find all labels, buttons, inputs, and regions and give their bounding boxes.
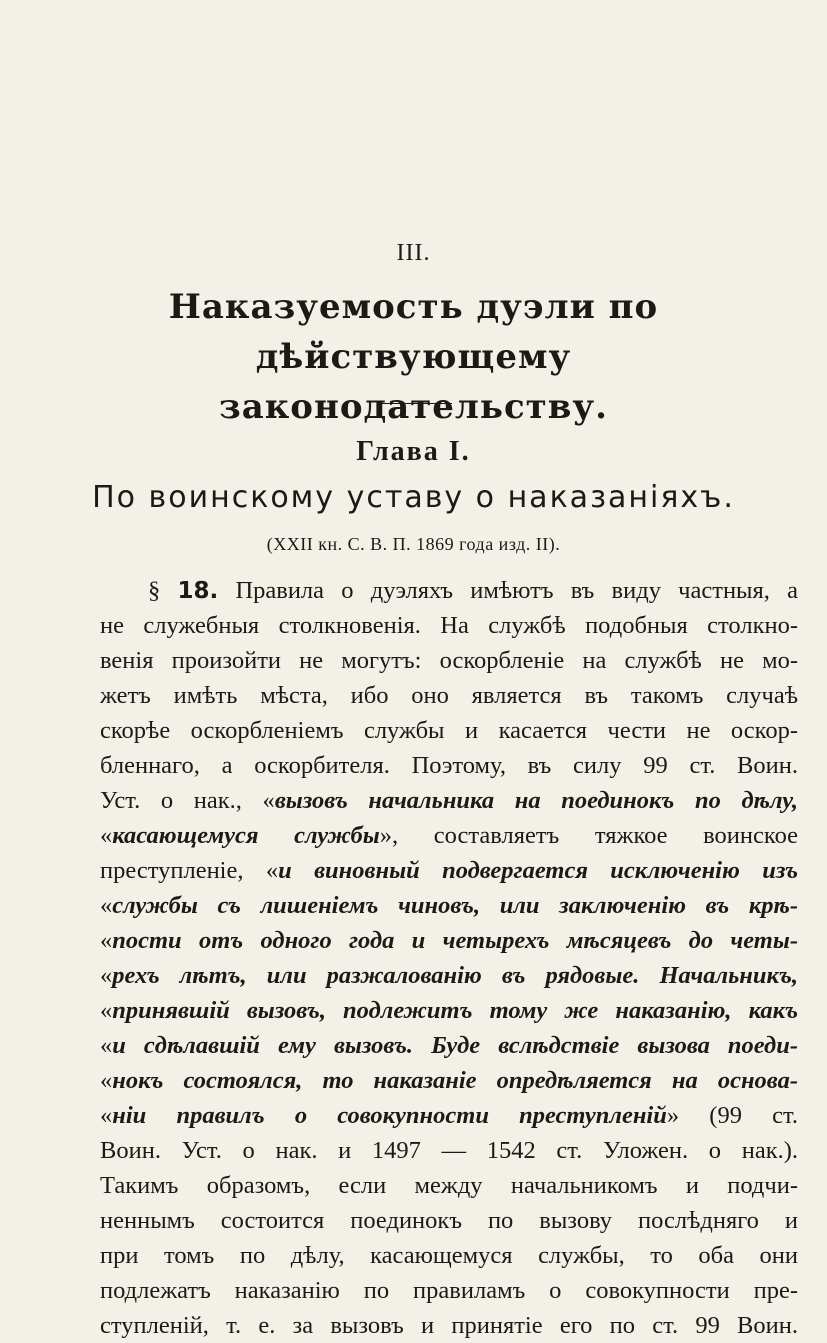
quoted-italic-text: и сдѣлавшій ему вызовъ. Буде вслѣдствіе вызова поеди- <box>112 1032 798 1059</box>
text-line <box>100 783 798 818</box>
section-title-line-2: законодательству. <box>219 387 608 427</box>
body-text-run: « <box>100 962 113 989</box>
body-text-run: скорѣе оскорбленіемъ службы и касается чести не оскор- <box>100 717 798 744</box>
body-text-run: » (99 ст. <box>666 1102 799 1129</box>
body-text-run: при томъ по дѣлу, касающемуся службы, то оба они <box>100 1242 798 1269</box>
text-line <box>100 1203 798 1238</box>
text-line <box>100 1098 798 1133</box>
text-line <box>100 1238 798 1273</box>
body-text-run: Правила о дуэляхъ имѣютъ въ виду частныя, а <box>235 577 798 604</box>
body-text-run: « <box>100 927 113 954</box>
chapter-heading: Глава I. <box>356 436 471 467</box>
text-line <box>100 993 798 1028</box>
quoted-italic-text: принявшій вызовъ, подлежитъ тому же наказанію, какъ <box>112 997 798 1024</box>
text-line <box>100 678 798 713</box>
text-line <box>100 1168 798 1203</box>
text-line <box>100 1133 798 1168</box>
text-line <box>100 643 798 678</box>
section-title <box>60 282 767 432</box>
text-line <box>100 573 798 608</box>
paragraph-number: 18. <box>177 578 219 604</box>
text-line <box>100 1063 798 1098</box>
text-line <box>100 608 798 643</box>
section-title-line-1: Наказуемость дуэли по дѣйствующему <box>168 287 659 377</box>
text-line <box>100 958 798 993</box>
quoted-italic-text: нокъ состоялся, то наказаніе опредѣляется на основа- <box>112 1067 798 1094</box>
text-line <box>100 748 798 783</box>
text-line <box>100 1028 798 1063</box>
text-line <box>100 923 798 958</box>
body-text-run: венія произойти не могутъ: оскорбленіе на службѣ не мо- <box>100 647 798 674</box>
quoted-italic-text: и виновный подвергается исключенію изъ <box>278 857 799 884</box>
body-text-run: Такимъ образомъ, если между начальникомъ и подчи- <box>100 1172 798 1199</box>
paragraph-mark: § <box>148 577 161 604</box>
quoted-italic-text: касающемуся службы <box>112 822 380 849</box>
body-text-run: « <box>100 1102 113 1129</box>
body-text-run: Уст. о нак., « <box>100 787 275 814</box>
text-line <box>100 713 798 748</box>
quoted-italic-text: рехъ лѣтъ, или разжалованію въ рядовые. Начальникъ, <box>112 962 798 989</box>
body-text-run: бленнаго, а оскорбителя. Поэтому, въ силу 99 ст. Воин. <box>100 752 798 779</box>
divider-rule <box>378 403 452 404</box>
body-text-run: не служебныя столкновенія. На службѣ подобныя столкно- <box>100 612 798 639</box>
body-text-run: жетъ имѣть мѣста, ибо оно является въ такомъ случаѣ <box>100 682 798 709</box>
body-text-run: « <box>100 892 113 919</box>
quoted-italic-text: ніи правилъ о совокупности преступленій <box>112 1102 667 1129</box>
quoted-italic-text: вызовъ начальника на поединокъ по дѣлу, <box>274 787 798 814</box>
text-line <box>100 1308 798 1343</box>
body-text-run: неннымъ состоится поединокъ по вызову послѣдняго и <box>100 1207 798 1234</box>
body-text-run: подлежатъ наказанію по правиламъ о совокупности пре- <box>100 1277 798 1304</box>
body-text-run: « <box>100 1032 113 1059</box>
body-text-run: « <box>100 822 113 849</box>
body-text-run: преступленіе, « <box>100 857 279 884</box>
section-number: III. <box>396 240 431 266</box>
quoted-italic-text: службы съ лишеніемъ чиновъ, или заключенію въ крѣ- <box>112 892 798 919</box>
body-text-run: », составляетъ тяжкое воинское <box>379 822 798 849</box>
body-text-run: ступленій, т. е. за вызовъ и принятіе его по ст. 99 Воин. <box>100 1312 798 1339</box>
source-reference: (XXII кн. С. В. П. 1869 года изд. II). <box>266 534 561 554</box>
paragraph-18 <box>100 573 798 1343</box>
quoted-italic-text: пости отъ одного года и четырехъ мѣсяцевъ до четы- <box>112 927 798 954</box>
text-line <box>100 888 798 923</box>
body-text-run: « <box>100 1067 113 1094</box>
chapter-subtitle: По воинскому уставу о наказаніяхъ. <box>92 480 735 515</box>
text-line <box>100 818 798 853</box>
body-text-run: « <box>100 997 113 1024</box>
body-text-run: Воин. Уст. о нак. и 1497 — 1542 ст. Уложен. о нак.). <box>100 1137 798 1164</box>
text-line <box>100 853 798 888</box>
text-line <box>100 1273 798 1308</box>
